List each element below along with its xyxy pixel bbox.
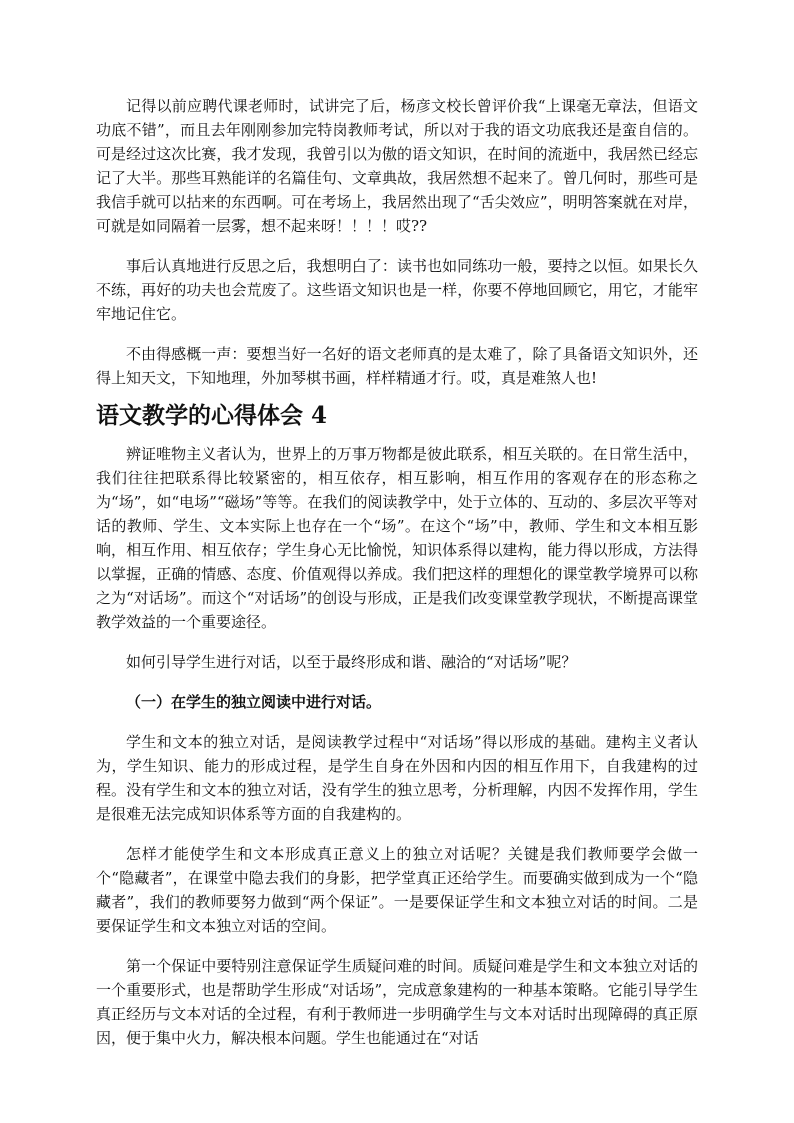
body-paragraph: 辨证唯物主义者认为，世界上的万事万物都是彼此联系，相互关联的。在日常生活中，我们往往把联系得比较紧密的，相互依存，相互影响，相互作用的客观存在的形态称之为“场”，如“电场”“磁场”等等。在我们的阅读教学中，处于立体的、互动的、多层次平等对话的教师、学生、文本实际上也存在一个“场”。在这个“场”中，教师、学生和文本相互影响，相互作用、相互依存；学生身心无比愉悦，知识体系得以建构，能力得以形成，方法得以掌握，正确的情感、态度、价值观得以养成。我们把这样的理想化的课堂教学境界可以称之为“对话场”。而这个“对话场”的创设与形成，正是我们改变课堂教学现状，不断提高课堂教学效益的一个重要途径。 <box>96 445 698 631</box>
body-paragraph: 怎样才能使学生和文本形成真正意义上的独立对话呢？关键是我们教师要学会做一个“隐藏者”，在课堂中隐去我们的身影，把学堂真正还给学生。而要确实做到成为一个“隐藏者”，我们的教师要努力做到“两个保证”。一是要保证学生和文本独立对话的时间。二是要保证学生和文本独立对话的空间。 <box>96 845 698 935</box>
body-paragraph: 记得以前应聘代课老师时，试讲完了后，杨彦文校长曾评价我“上课毫无章法，但语文功底不错”，而且去年刚刚参加完特岗教师考试，所以对于我的语文功底我还是蛮自信的。可是经过这次比赛，我才发现，我曾引以为傲的语文知识，在时间的流逝中，我居然已经忘记了大半。那些耳熟能详的名篇佳句、文章典故，我居然想不起来了。曾几何时，那些可是我信手就可以拈来的东西啊。可在考场上，我居然出现了“舌尖效应”，明明答案就在对岸，可就是如同隔着一层雾，想不起来呀！！！！哎?? <box>96 97 698 235</box>
paragraph-gap <box>96 938 698 954</box>
paragraph-gap <box>96 674 698 690</box>
body-paragraph: 第一个保证中要特别注意保证学生质疑问难的时间。质疑问难是学生和文本独立对话的一个重要形式，也是帮助学生形成“对话场”，完成意象建构的一种基本策略。它能引导学生真正经历与文本对话的全过程，有利于教师进一步明确学生与文本对话时出现障碍的真正原因，便于集中火力，解决根本问题。学生也能通过在“对话 <box>96 957 698 1047</box>
body-paragraph: 如何引导学生进行对话，以至于最终形成和谐、融洽的“对话场”呢？ <box>126 653 577 671</box>
paragraph-gap <box>96 714 698 730</box>
paragraph-gap <box>96 634 698 650</box>
paragraph-gap <box>96 326 698 342</box>
document-page <box>96 94 698 1050</box>
paragraph-gap <box>96 238 698 254</box>
body-paragraph: 事后认真地进行反思之后，我想明白了：读书也如同练功一般，要持之以恒。如果长久不练，再好的功夫也会荒废了。这些语文知识也是一样，你要不停地回顾它，用它，才能牢牢地记住它。 <box>96 257 698 323</box>
sub-heading: （一）在学生的独立阅读中进行对话。 <box>126 693 382 711</box>
paragraph-gap <box>96 826 698 842</box>
body-paragraph: 不由得感概一声：要想当好一名好的语文老师真的是太难了，除了具备语文知识外，还得上知天文，下知地理，外加琴棋书画，样样精通才行。哎，真是难煞人也! <box>96 345 698 387</box>
section-heading: 语文教学的心得体会 4 <box>96 402 328 429</box>
body-paragraph: 学生和文本的独立对话，是阅读教学过程中“对话场”得以形成的基础。建构主义者认为，学生知识、能力的形成过程，是学生自身在外因和内因的相互作用下，自我建构的过程。没有学生和文本的独立对话，没有学生的独立思考，分析理解，内因不发挥作用，学生是很难无法完成知识体系等方面的自我建构的。 <box>96 733 698 823</box>
